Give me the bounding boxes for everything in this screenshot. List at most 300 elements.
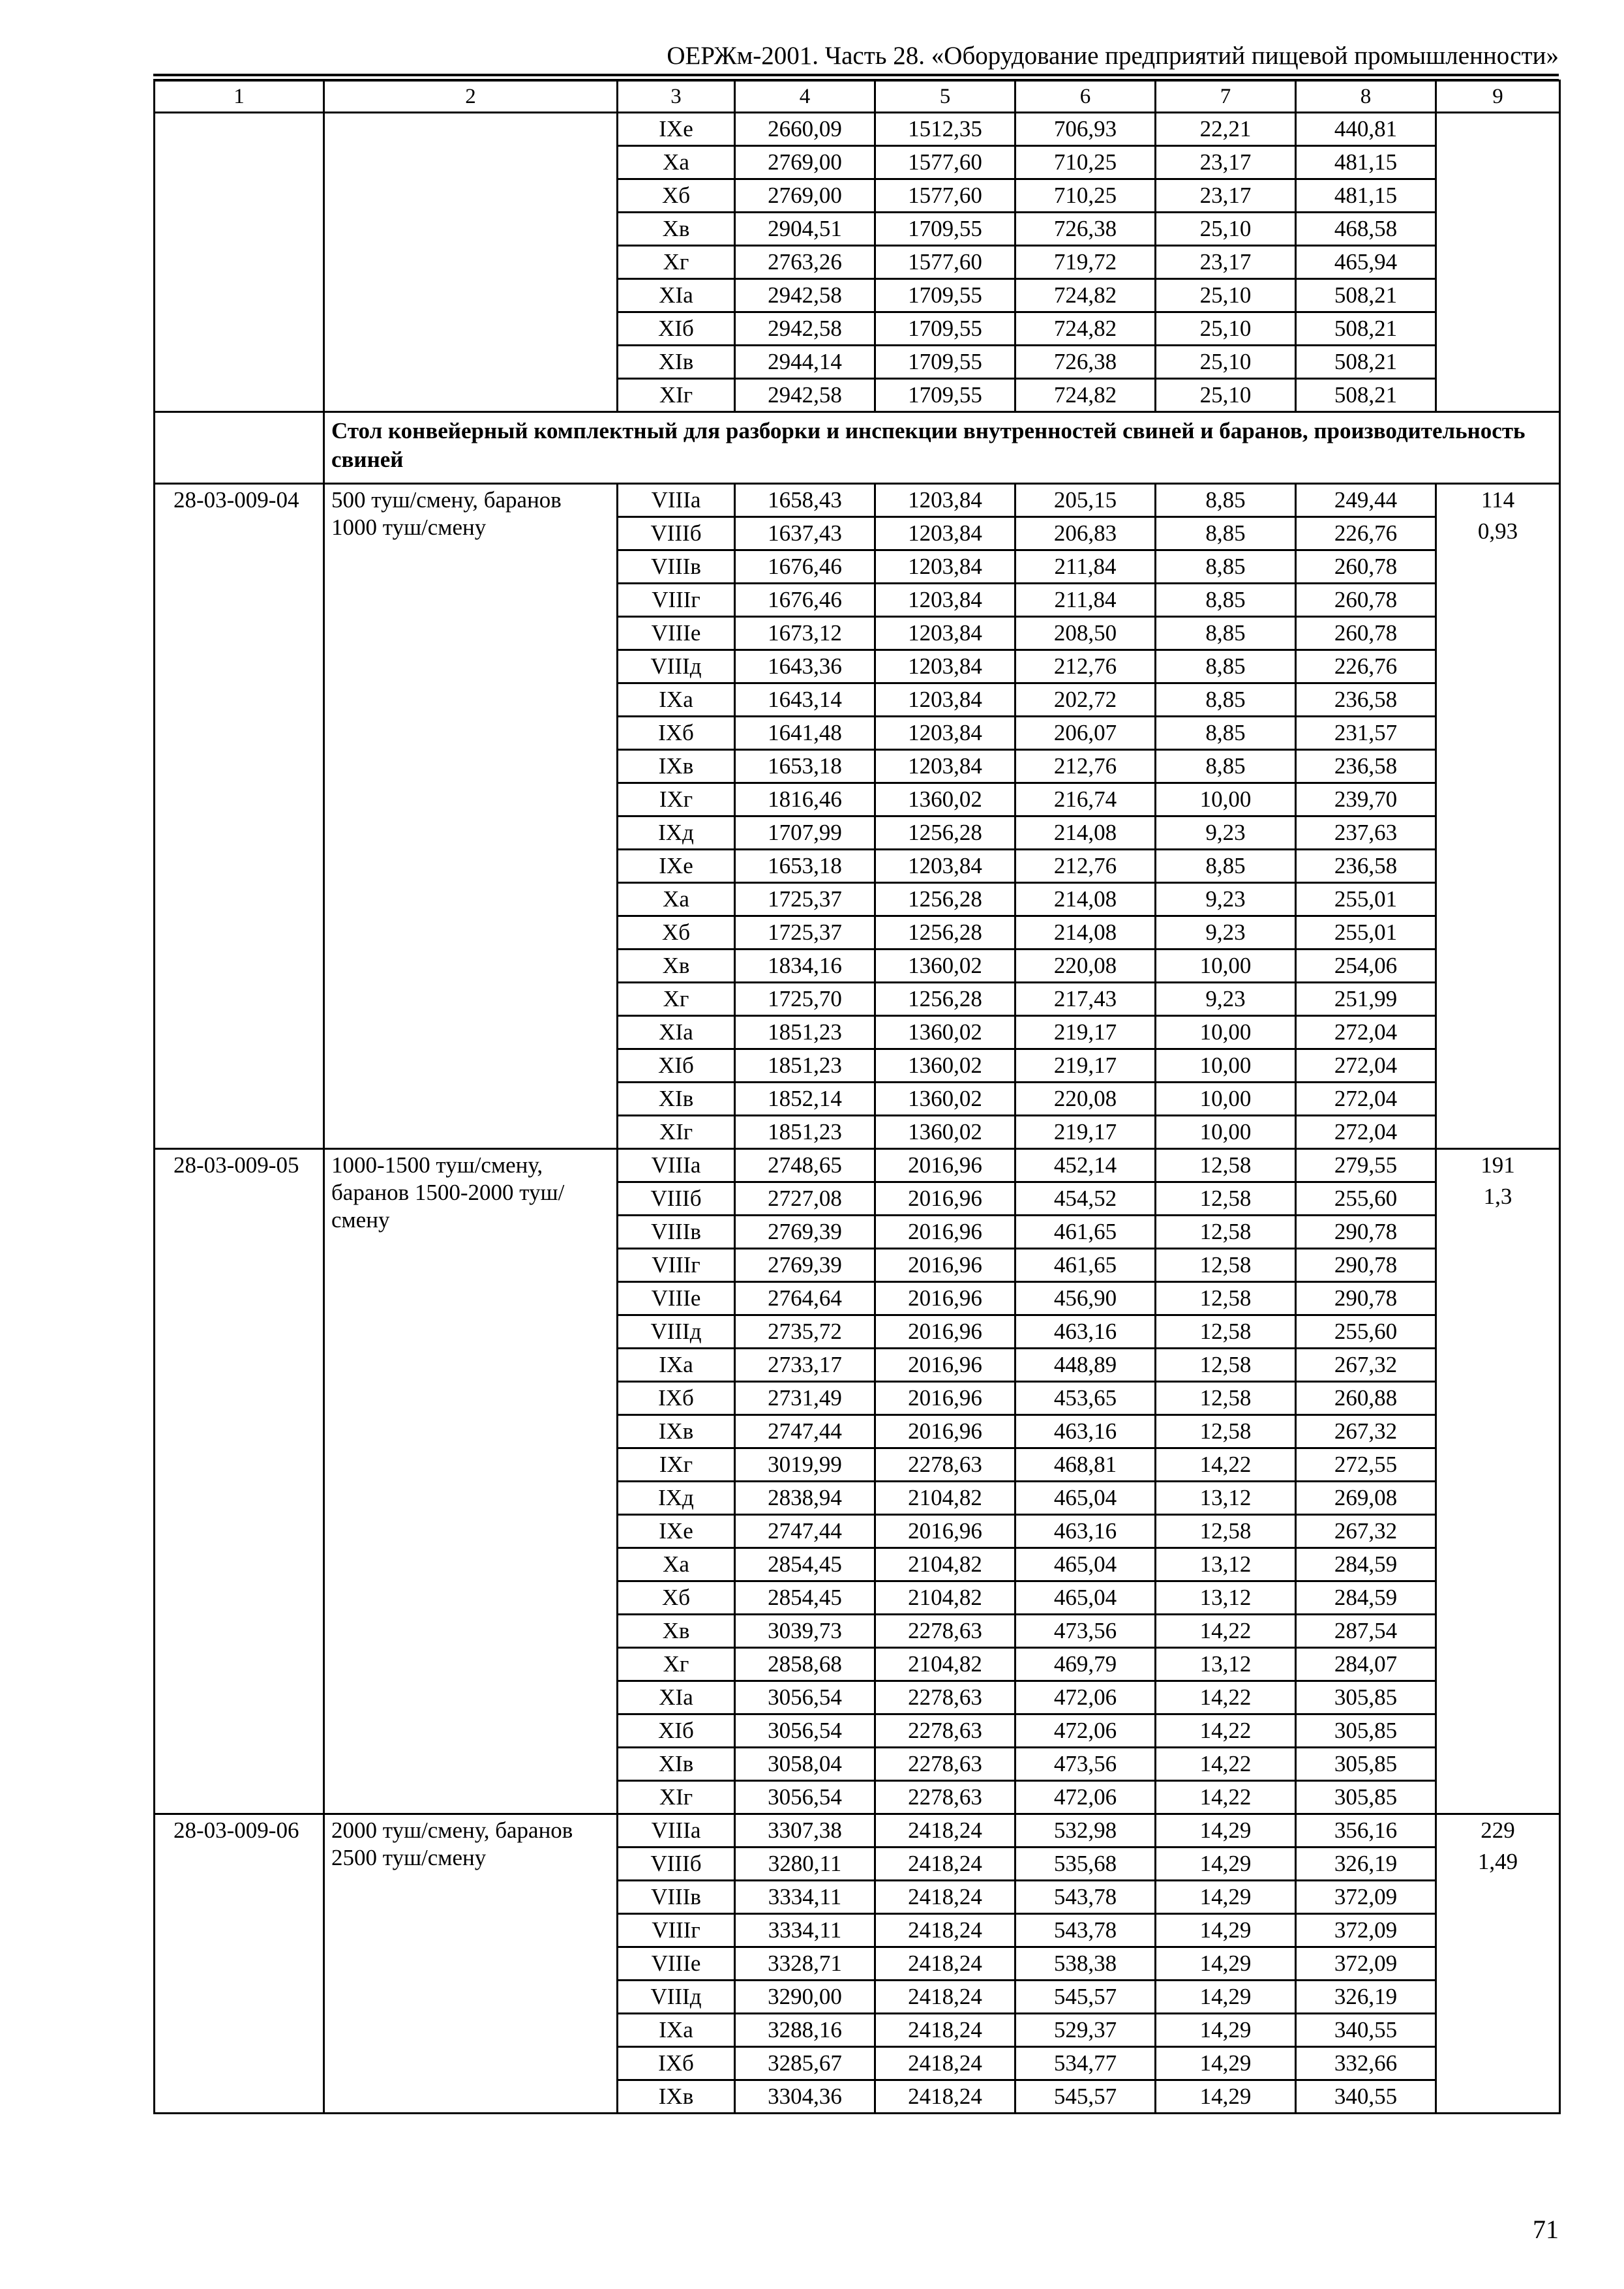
value-cell: 1203,84	[875, 584, 1015, 617]
value-cell: 456,90	[1015, 1282, 1156, 1315]
value-cell: 290,78	[1296, 1216, 1436, 1249]
value-cell: 340,55	[1296, 2080, 1436, 2114]
value-cell: 2942,58	[735, 312, 875, 346]
value-cell: 3039,73	[735, 1615, 875, 1648]
value-cell: 10,00	[1156, 783, 1296, 816]
zone-cell: IXд	[618, 816, 735, 850]
value-cell: 9,23	[1156, 816, 1296, 850]
spec-cell	[1436, 1149, 1560, 1814]
value-cell: 12,58	[1156, 1349, 1296, 1382]
value-cell: 465,04	[1015, 1581, 1156, 1615]
zone-cell: IXе	[618, 113, 735, 146]
value-cell: 1851,23	[735, 1049, 875, 1083]
value-cell: 272,04	[1296, 1083, 1436, 1116]
value-cell: 706,93	[1015, 113, 1156, 146]
column-number: 7	[1156, 81, 1296, 113]
zone-cell: Xб	[618, 1581, 735, 1615]
value-cell: 12,58	[1156, 1249, 1296, 1282]
page-number: 71	[1533, 2215, 1559, 2244]
value-cell: 1709,55	[875, 279, 1015, 312]
value-cell: 1709,55	[875, 312, 1015, 346]
value-cell: 14,22	[1156, 1448, 1296, 1482]
zone-cell: Xа	[618, 146, 735, 179]
zone-cell: IXа	[618, 2014, 735, 2047]
value-cell: 538,38	[1015, 1947, 1156, 1981]
value-cell: 1637,43	[735, 517, 875, 550]
zone-cell: IXв	[618, 2080, 735, 2114]
value-cell: 1709,55	[875, 213, 1015, 246]
value-cell: 1203,84	[875, 617, 1015, 650]
value-cell: 3288,16	[735, 2014, 875, 2047]
value-cell: 1834,16	[735, 950, 875, 983]
value-cell: 1360,02	[875, 1116, 1015, 1149]
value-cell: 25,10	[1156, 279, 1296, 312]
value-cell: 23,17	[1156, 246, 1296, 279]
value-cell: 2016,96	[875, 1315, 1015, 1349]
value-cell: 272,55	[1296, 1448, 1436, 1482]
value-cell: 543,78	[1015, 1914, 1156, 1947]
rate-description: 500 туш/смену, баранов 1000 туш/смену	[324, 484, 618, 1149]
value-cell: 1360,02	[875, 950, 1015, 983]
column-number: 8	[1296, 81, 1436, 113]
value-cell: 305,85	[1296, 1748, 1436, 1781]
spec-cell	[1436, 1814, 1560, 2114]
value-cell: 1256,28	[875, 983, 1015, 1016]
zone-cell: VIIIг	[618, 584, 735, 617]
value-cell: 472,06	[1015, 1681, 1156, 1714]
value-cell: 448,89	[1015, 1349, 1156, 1382]
value-cell: 272,04	[1296, 1049, 1436, 1083]
value-cell: 13,12	[1156, 1648, 1296, 1681]
column-number: 5	[875, 81, 1015, 113]
value-cell: 231,57	[1296, 717, 1436, 750]
zone-cell: IXа	[618, 1349, 735, 1382]
value-cell: 2016,96	[875, 1282, 1015, 1315]
rate-code: 28-03-009-05	[155, 1149, 324, 1814]
zone-cell: XIб	[618, 1049, 735, 1083]
value-cell: 532,98	[1015, 1814, 1156, 1848]
value-cell: 14,29	[1156, 1914, 1296, 1947]
value-cell: 14,29	[1156, 1848, 1296, 1881]
value-cell: 279,55	[1296, 1149, 1436, 1182]
value-cell: 724,82	[1015, 379, 1156, 412]
value-cell: 1673,12	[735, 617, 875, 650]
table-row	[155, 113, 1560, 146]
spec-cell	[1436, 484, 1560, 1149]
value-cell: 2278,63	[875, 1681, 1015, 1714]
value-cell: 8,85	[1156, 550, 1296, 584]
value-cell: 214,08	[1015, 916, 1156, 950]
zone-cell: VIIIв	[618, 550, 735, 584]
value-cell: 481,15	[1296, 179, 1436, 213]
value-cell: 2104,82	[875, 1581, 1015, 1615]
value-cell: 3019,99	[735, 1448, 875, 1482]
value-cell: 1643,36	[735, 650, 875, 683]
value-cell: 2104,82	[875, 1648, 1015, 1681]
value-cell: 472,06	[1015, 1714, 1156, 1748]
value-cell: 3290,00	[735, 1981, 875, 2014]
value-cell: 2016,96	[875, 1149, 1015, 1182]
value-cell: 1851,23	[735, 1016, 875, 1049]
zone-cell: XIа	[618, 1681, 735, 1714]
zone-cell: XIв	[618, 1748, 735, 1781]
spec-value: 114	[1481, 487, 1515, 513]
value-cell: 290,78	[1296, 1282, 1436, 1315]
zone-cell: IXг	[618, 1448, 735, 1482]
value-cell: 508,21	[1296, 312, 1436, 346]
zone-cell: IXа	[618, 683, 735, 717]
value-cell: 1203,84	[875, 517, 1015, 550]
value-cell: 260,88	[1296, 1382, 1436, 1415]
value-cell: 1512,35	[875, 113, 1015, 146]
zone-cell: XIг	[618, 1781, 735, 1814]
value-cell: 2016,96	[875, 1249, 1015, 1282]
value-cell: 1203,84	[875, 717, 1015, 750]
value-cell: 2418,24	[875, 2014, 1015, 2047]
zone-cell: Xа	[618, 1548, 735, 1581]
value-cell: 205,15	[1015, 484, 1156, 517]
value-cell: 2763,26	[735, 246, 875, 279]
value-cell: 2278,63	[875, 1748, 1015, 1781]
price-table	[153, 80, 1561, 2114]
value-cell: 545,57	[1015, 2080, 1156, 2114]
value-cell: 12,58	[1156, 1515, 1296, 1548]
zone-cell: IXв	[618, 750, 735, 783]
value-cell: 1577,60	[875, 246, 1015, 279]
value-cell: 1707,99	[735, 816, 875, 850]
value-cell: 372,09	[1296, 1914, 1436, 1947]
column-number-row	[155, 81, 1560, 113]
value-cell: 473,56	[1015, 1615, 1156, 1648]
value-cell: 372,09	[1296, 1881, 1436, 1914]
value-cell: 1725,70	[735, 983, 875, 1016]
value-cell: 212,76	[1015, 650, 1156, 683]
value-cell: 12,58	[1156, 1182, 1296, 1216]
table-row	[155, 484, 1560, 517]
value-cell: 2733,17	[735, 1349, 875, 1382]
value-cell: 25,10	[1156, 312, 1296, 346]
value-cell: 1709,55	[875, 346, 1015, 379]
value-cell: 465,04	[1015, 1548, 1156, 1581]
zone-cell: VIIIа	[618, 484, 735, 517]
value-cell: 260,78	[1296, 584, 1436, 617]
value-cell: 9,23	[1156, 983, 1296, 1016]
value-cell: 12,58	[1156, 1216, 1296, 1249]
zone-cell: VIIIе	[618, 1947, 735, 1981]
zone-cell: XIб	[618, 312, 735, 346]
value-cell: 260,78	[1296, 617, 1436, 650]
value-cell: 287,54	[1296, 1615, 1436, 1648]
value-cell: 508,21	[1296, 346, 1436, 379]
value-cell: 10,00	[1156, 1116, 1296, 1149]
value-cell: 372,09	[1296, 1947, 1436, 1981]
value-cell: 249,44	[1296, 484, 1436, 517]
zone-cell: Xг	[618, 983, 735, 1016]
value-cell: 8,85	[1156, 683, 1296, 717]
value-cell: 284,59	[1296, 1581, 1436, 1615]
value-cell: 1256,28	[875, 883, 1015, 916]
value-cell: 220,08	[1015, 1083, 1156, 1116]
value-cell: 1725,37	[735, 883, 875, 916]
value-cell: 545,57	[1015, 1981, 1156, 2014]
value-cell: 211,84	[1015, 584, 1156, 617]
spec-value: 0,93	[1477, 518, 1518, 544]
value-cell: 726,38	[1015, 213, 1156, 246]
column-number: 9	[1436, 81, 1560, 113]
value-cell: 1641,48	[735, 717, 875, 750]
value-cell: 12,58	[1156, 1382, 1296, 1415]
value-cell: 8,85	[1156, 484, 1296, 517]
zone-cell: XIб	[618, 1714, 735, 1748]
value-cell: 260,78	[1296, 550, 1436, 584]
zone-cell: VIIIб	[618, 1848, 735, 1881]
value-cell: 255,01	[1296, 883, 1436, 916]
value-cell: 13,12	[1156, 1581, 1296, 1615]
value-cell: 2769,39	[735, 1249, 875, 1282]
value-cell: 3058,04	[735, 1748, 875, 1781]
value-cell: 14,22	[1156, 1681, 1296, 1714]
value-cell: 22,21	[1156, 113, 1296, 146]
value-cell: 2747,44	[735, 1515, 875, 1548]
zone-cell: XIг	[618, 379, 735, 412]
value-cell: 2735,72	[735, 1315, 875, 1349]
value-cell: 2418,24	[875, 1981, 1015, 2014]
value-cell: 2748,65	[735, 1149, 875, 1182]
table-row	[155, 1149, 1560, 1182]
value-cell: 2769,39	[735, 1216, 875, 1249]
spec-value: 191	[1481, 1152, 1515, 1178]
value-cell: 535,68	[1015, 1848, 1156, 1881]
value-cell: 463,16	[1015, 1515, 1156, 1548]
value-cell: 254,06	[1296, 950, 1436, 983]
zone-cell: VIIIд	[618, 1315, 735, 1349]
value-cell: 3304,36	[735, 2080, 875, 2114]
value-cell: 469,79	[1015, 1648, 1156, 1681]
rate-description	[324, 113, 618, 412]
value-cell: 267,32	[1296, 1515, 1436, 1548]
value-cell: 726,38	[1015, 346, 1156, 379]
value-cell: 2104,82	[875, 1482, 1015, 1515]
value-cell: 14,29	[1156, 1981, 1296, 2014]
value-cell: 2747,44	[735, 1415, 875, 1448]
value-cell: 219,17	[1015, 1049, 1156, 1083]
value-cell: 1360,02	[875, 1083, 1015, 1116]
value-cell: 2016,96	[875, 1382, 1015, 1415]
value-cell: 2854,45	[735, 1548, 875, 1581]
zone-cell: IXд	[618, 1482, 735, 1515]
value-cell: 2104,82	[875, 1548, 1015, 1581]
value-cell: 23,17	[1156, 146, 1296, 179]
value-cell: 452,14	[1015, 1149, 1156, 1182]
value-cell: 251,99	[1296, 983, 1436, 1016]
value-cell: 2278,63	[875, 1448, 1015, 1482]
value-cell: 9,23	[1156, 883, 1296, 916]
value-cell: 3056,54	[735, 1781, 875, 1814]
empty-cell	[155, 412, 324, 484]
value-cell: 508,21	[1296, 279, 1436, 312]
value-cell: 1577,60	[875, 146, 1015, 179]
value-cell: 468,58	[1296, 213, 1436, 246]
value-cell: 3285,67	[735, 2047, 875, 2080]
value-cell: 529,37	[1015, 2014, 1156, 2047]
value-cell: 237,63	[1296, 816, 1436, 850]
zone-cell: VIIIб	[618, 1182, 735, 1216]
value-cell: 2418,24	[875, 2080, 1015, 2114]
value-cell: 2418,24	[875, 2047, 1015, 2080]
zone-cell: IXб	[618, 2047, 735, 2080]
value-cell: 272,04	[1296, 1116, 1436, 1149]
value-cell: 206,83	[1015, 517, 1156, 550]
value-cell: 472,06	[1015, 1781, 1156, 1814]
value-cell: 465,04	[1015, 1482, 1156, 1515]
value-cell: 290,78	[1296, 1249, 1436, 1282]
value-cell: 2418,24	[875, 1814, 1015, 1848]
value-cell: 14,22	[1156, 1615, 1296, 1648]
zone-cell: IXб	[618, 717, 735, 750]
value-cell: 461,65	[1015, 1249, 1156, 1282]
value-cell: 473,56	[1015, 1748, 1156, 1781]
value-cell: 14,29	[1156, 2047, 1296, 2080]
value-cell: 220,08	[1015, 950, 1156, 983]
column-number: 4	[735, 81, 875, 113]
zone-cell: Xв	[618, 950, 735, 983]
table-body	[155, 81, 1560, 2114]
value-cell: 332,66	[1296, 2047, 1436, 2080]
value-cell: 14,29	[1156, 1881, 1296, 1914]
value-cell: 2278,63	[875, 1781, 1015, 1814]
value-cell: 454,52	[1015, 1182, 1156, 1216]
value-cell: 2942,58	[735, 379, 875, 412]
value-cell: 214,08	[1015, 883, 1156, 916]
value-cell: 508,21	[1296, 379, 1436, 412]
zone-cell: Xб	[618, 179, 735, 213]
value-cell: 710,25	[1015, 146, 1156, 179]
table-row	[155, 1814, 1560, 1848]
value-cell: 2942,58	[735, 279, 875, 312]
value-cell: 8,85	[1156, 584, 1296, 617]
zone-cell: IXе	[618, 1515, 735, 1548]
zone-cell: VIIIд	[618, 1981, 735, 2014]
value-cell: 14,29	[1156, 2014, 1296, 2047]
value-cell: 255,01	[1296, 916, 1436, 950]
value-cell: 2858,68	[735, 1648, 875, 1681]
value-cell: 2854,45	[735, 1581, 875, 1615]
value-cell: 2418,24	[875, 1947, 1015, 1981]
value-cell: 14,22	[1156, 1748, 1296, 1781]
value-cell: 239,70	[1296, 783, 1436, 816]
value-cell: 1816,46	[735, 783, 875, 816]
value-cell: 1203,84	[875, 484, 1015, 517]
value-cell: 12,58	[1156, 1315, 1296, 1349]
value-cell: 226,76	[1296, 517, 1436, 550]
spec-cell	[1436, 113, 1560, 412]
rate-description: 2000 туш/смену, баранов 2500 туш/смену	[324, 1814, 618, 2114]
zone-cell: VIIIб	[618, 517, 735, 550]
value-cell: 1851,23	[735, 1116, 875, 1149]
value-cell: 2769,00	[735, 179, 875, 213]
value-cell: 3328,71	[735, 1947, 875, 1981]
value-cell: 236,58	[1296, 850, 1436, 883]
value-cell: 340,55	[1296, 2014, 1436, 2047]
value-cell: 272,04	[1296, 1016, 1436, 1049]
value-cell: 14,22	[1156, 1781, 1296, 1814]
value-cell: 12,58	[1156, 1282, 1296, 1315]
zone-cell: Xб	[618, 916, 735, 950]
zone-cell: VIIIг	[618, 1914, 735, 1947]
value-cell: 1256,28	[875, 916, 1015, 950]
value-cell: 463,16	[1015, 1415, 1156, 1448]
value-cell: 468,81	[1015, 1448, 1156, 1482]
value-cell: 206,07	[1015, 717, 1156, 750]
value-cell: 1643,14	[735, 683, 875, 717]
column-number: 3	[618, 81, 735, 113]
value-cell: 14,29	[1156, 1814, 1296, 1848]
spec-value: 1,49	[1477, 1849, 1518, 1874]
value-cell: 10,00	[1156, 1083, 1296, 1116]
value-cell: 2769,00	[735, 146, 875, 179]
value-cell: 356,16	[1296, 1814, 1436, 1848]
value-cell: 14,29	[1156, 1947, 1296, 1981]
value-cell: 214,08	[1015, 816, 1156, 850]
value-cell: 2278,63	[875, 1615, 1015, 1648]
value-cell: 1360,02	[875, 1016, 1015, 1049]
value-cell: 1203,84	[875, 850, 1015, 883]
value-cell: 2016,96	[875, 1349, 1015, 1382]
value-cell: 3334,11	[735, 1914, 875, 1947]
value-cell: 219,17	[1015, 1016, 1156, 1049]
rate-code	[155, 113, 324, 412]
zone-cell: XIа	[618, 1016, 735, 1049]
zone-cell: Xв	[618, 1615, 735, 1648]
value-cell: 202,72	[1015, 683, 1156, 717]
zone-cell: VIIIв	[618, 1216, 735, 1249]
value-cell: 8,85	[1156, 650, 1296, 683]
value-cell: 12,58	[1156, 1415, 1296, 1448]
value-cell: 1203,84	[875, 683, 1015, 717]
value-cell: 2278,63	[875, 1714, 1015, 1748]
group-title: Стол конвейерный комплектный для разборки и инспекции внутренностей свиней и баранов, производительность свиней	[324, 412, 1560, 484]
value-cell: 463,16	[1015, 1315, 1156, 1349]
value-cell: 2016,96	[875, 1415, 1015, 1448]
running-header: ОЕРЖм-2001. Часть 28. «Оборудование предприятий пищевой промышленности»	[667, 42, 1559, 70]
value-cell: 2418,24	[875, 1881, 1015, 1914]
rate-code: 28-03-009-06	[155, 1814, 324, 2114]
value-cell: 1653,18	[735, 750, 875, 783]
value-cell: 211,84	[1015, 550, 1156, 584]
value-cell: 305,85	[1296, 1681, 1436, 1714]
value-cell: 236,58	[1296, 750, 1436, 783]
value-cell: 2418,24	[875, 1848, 1015, 1881]
value-cell: 255,60	[1296, 1182, 1436, 1216]
value-cell: 8,85	[1156, 750, 1296, 783]
value-cell: 3280,11	[735, 1848, 875, 1881]
value-cell: 2764,64	[735, 1282, 875, 1315]
value-cell: 1852,14	[735, 1083, 875, 1116]
value-cell: 217,43	[1015, 983, 1156, 1016]
value-cell: 219,17	[1015, 1116, 1156, 1149]
value-cell: 208,50	[1015, 617, 1156, 650]
value-cell: 1360,02	[875, 783, 1015, 816]
zone-cell: Xа	[618, 883, 735, 916]
value-cell: 326,19	[1296, 1981, 1436, 2014]
value-cell: 8,85	[1156, 517, 1296, 550]
value-cell: 1256,28	[875, 816, 1015, 850]
zone-cell: Xв	[618, 213, 735, 246]
value-cell: 8,85	[1156, 717, 1296, 750]
value-cell: 2016,96	[875, 1216, 1015, 1249]
value-cell: 14,22	[1156, 1714, 1296, 1748]
zone-cell: VIIIа	[618, 1149, 735, 1182]
